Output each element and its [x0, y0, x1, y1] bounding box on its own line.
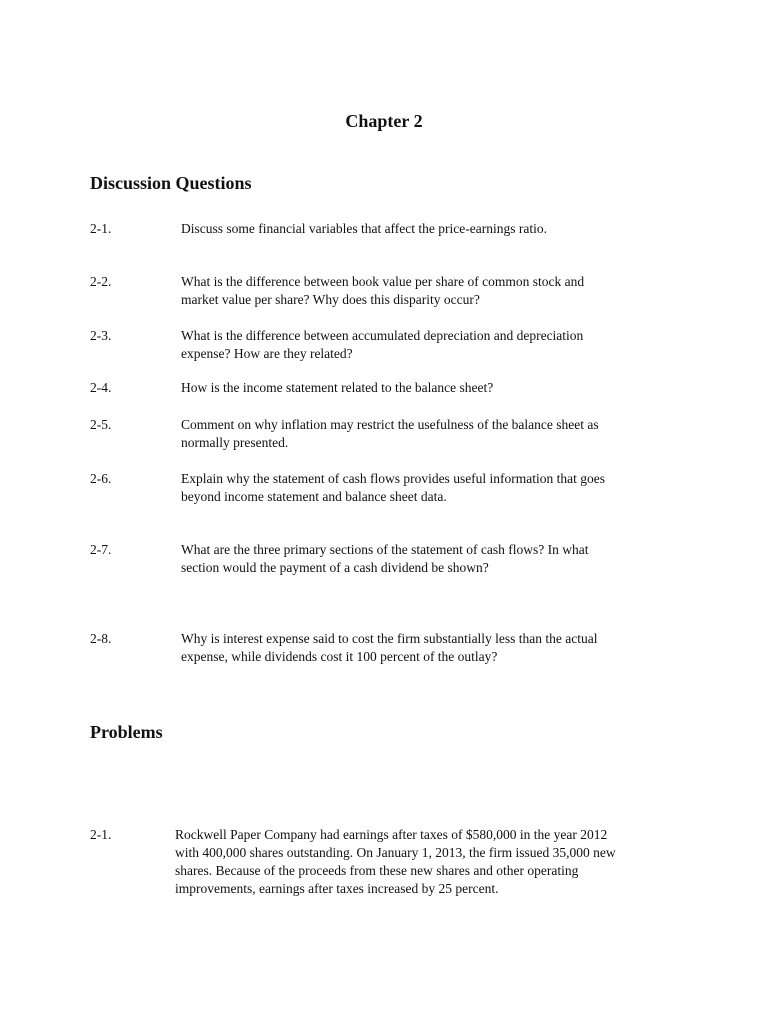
- item-number: 2-8.: [90, 631, 112, 646]
- item-text-line: with 400,000 shares outstanding. On January 1, 2013, the firm issued 35,000 new: [175, 845, 616, 860]
- item-number: 2-6.: [90, 471, 112, 486]
- item-text-line: Discuss some financial variables that affect the price-earnings ratio.: [181, 221, 547, 236]
- item-text: [181, 379, 681, 397]
- item-text: [181, 630, 681, 666]
- item-text: [181, 541, 681, 577]
- item-number: 2-4.: [90, 380, 112, 395]
- item-text-line: section would the payment of a cash dividend be shown?: [181, 560, 489, 575]
- item-text-line: What is the difference between accumulated depreciation and depreciation: [181, 328, 584, 343]
- chapter-title: Chapter 2: [345, 111, 423, 131]
- item-text: [181, 470, 681, 506]
- item-number: 2-3.: [90, 328, 112, 343]
- item-text: [181, 327, 681, 363]
- item-text: [181, 416, 681, 452]
- item-text-line: Why is interest expense said to cost the firm substantially less than the actual: [181, 631, 598, 646]
- item-text-line: expense, while dividends cost it 100 percent of the outlay?: [181, 649, 498, 664]
- item-number: 2-7.: [90, 542, 112, 557]
- item-text-line: shares. Because of the proceeds from these new shares and other operating: [175, 863, 579, 878]
- item-text-line: What is the difference between book value per share of common stock and: [181, 274, 585, 289]
- item-text: [175, 826, 695, 898]
- item-text-line: How is the income statement related to the balance sheet?: [181, 380, 494, 395]
- item-text-line: normally presented.: [181, 435, 289, 450]
- problems-heading: Problems: [90, 722, 163, 742]
- item-number: 2-1.: [90, 221, 112, 236]
- item-text-line: expense? How are they related?: [181, 346, 353, 361]
- item-number: 2-2.: [90, 274, 112, 289]
- item-number: 2-1.: [90, 827, 112, 842]
- item-text-line: improvements, earnings after taxes increased by 25 percent.: [175, 881, 499, 896]
- item-text-line: Rockwell Paper Company had earnings after taxes of $580,000 in the year 2012: [175, 827, 608, 842]
- item-number: 2-5.: [90, 417, 112, 432]
- item-text-line: Explain why the statement of cash flows provides useful information that goes: [181, 471, 606, 486]
- discussion-questions-heading: Discussion Questions: [90, 173, 252, 193]
- item-text-line: What are the three primary sections of the statement of cash flows? In what: [181, 542, 589, 557]
- item-text-line: Comment on why inflation may restrict the usefulness of the balance sheet as: [181, 417, 599, 432]
- item-text: [181, 273, 681, 309]
- item-text: [181, 220, 681, 238]
- item-text-line: beyond income statement and balance sheet data.: [181, 489, 447, 504]
- item-text-line: market value per share? Why does this disparity occur?: [181, 292, 480, 307]
